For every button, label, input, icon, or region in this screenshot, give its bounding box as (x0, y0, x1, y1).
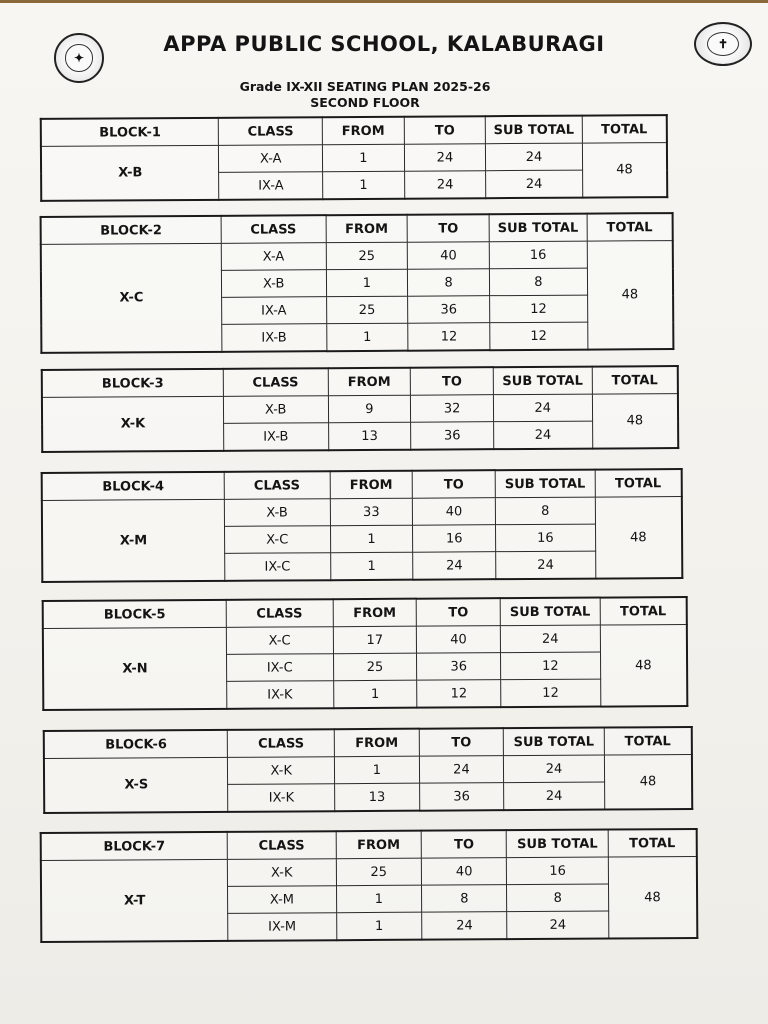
sub-total-cell: 12 (501, 679, 601, 707)
sub-total-cell: 16 (507, 857, 609, 885)
table-row (43, 625, 687, 656)
room-name: X-M (42, 499, 225, 582)
sub-total-cell: 24 (493, 394, 592, 422)
total-cell: 48 (600, 625, 687, 707)
total-cell: 48 (582, 143, 667, 198)
table-header-row (41, 213, 673, 244)
column-header-to: TO (411, 367, 494, 395)
seating-table-5 (42, 596, 689, 711)
total-cell: 48 (608, 856, 697, 938)
sub-total-cell: 24 (496, 551, 596, 579)
table-row (41, 856, 697, 887)
to-cell: 24 (404, 144, 486, 171)
sub-total-cell: 24 (486, 170, 583, 198)
class-cell: X-C (226, 627, 333, 655)
column-header-to: TO (407, 214, 489, 242)
sub-total-cell: 24 (507, 911, 609, 939)
sub-total-cell: 24 (504, 755, 605, 783)
sub-total-cell: 8 (495, 497, 595, 525)
table-row (44, 755, 692, 786)
column-header-sub-total: SUB TOTAL (485, 116, 582, 144)
room-name: X-S (44, 757, 228, 813)
plan-title: Grade IX-XII SEATING PLAN 2025-26 (239, 79, 491, 94)
total-cell: 48 (587, 241, 673, 350)
class-cell: X-K (228, 757, 335, 785)
table-row (42, 394, 678, 425)
block-label: BLOCK-5 (43, 600, 226, 629)
from-cell: 1 (333, 680, 417, 708)
floor-label: SECOND FLOOR (310, 95, 420, 110)
class-cell: X-M (228, 886, 337, 914)
paper-edge (0, 0, 768, 3)
to-cell: 16 (413, 525, 496, 553)
column-header-class: CLASS (224, 471, 330, 499)
class-cell: IX-C (224, 553, 330, 581)
sub-total-cell: 24 (494, 421, 593, 449)
room-name: X-C (41, 243, 222, 353)
to-cell: 12 (408, 323, 490, 351)
seating-table-4 (41, 468, 684, 583)
seating-table-2 (40, 212, 675, 354)
from-cell: 25 (333, 653, 417, 681)
from-cell: 17 (333, 626, 417, 654)
table-row (41, 241, 673, 272)
table-header-row (42, 469, 682, 500)
table-header-row (42, 366, 678, 397)
class-cell: X-B (221, 270, 326, 298)
column-header-to: TO (416, 598, 500, 626)
class-cell: X-K (227, 859, 336, 887)
class-cell: IX-A (219, 172, 323, 200)
block-label: BLOCK-4 (42, 472, 224, 501)
total-cell: 48 (595, 497, 682, 579)
from-cell: 25 (336, 858, 422, 886)
room-name: X-N (43, 627, 227, 710)
room-name: X-K (42, 396, 224, 452)
column-header-sub-total: SUB TOTAL (503, 728, 604, 756)
to-cell: 8 (408, 269, 490, 296)
column-header-from: FROM (328, 368, 411, 396)
column-header-sub-total: SUB TOTAL (489, 214, 587, 242)
total-cell: 48 (592, 394, 678, 449)
column-header-sub-total: SUB TOTAL (507, 830, 609, 858)
from-cell: 1 (323, 171, 405, 199)
emblem-center-icon: ✝ (707, 32, 739, 56)
table-row (42, 497, 682, 528)
sub-total-cell: 12 (490, 295, 588, 323)
class-cell: X-C (224, 526, 330, 554)
total-cell: 48 (604, 755, 692, 810)
table-row (41, 143, 667, 174)
table-header-row (41, 829, 697, 861)
block-label: BLOCK-3 (42, 369, 223, 398)
sub-total-cell: 24 (486, 143, 583, 171)
block-label: BLOCK-2 (41, 216, 221, 245)
to-cell: 36 (419, 783, 504, 811)
from-cell: 1 (336, 912, 422, 940)
from-cell: 1 (326, 323, 408, 351)
seating-table-6 (43, 726, 694, 814)
column-header-total: TOTAL (604, 727, 692, 755)
column-header-to: TO (412, 470, 495, 498)
column-header-total: TOTAL (595, 469, 682, 497)
column-header-sub-total: SUB TOTAL (493, 367, 592, 395)
table-header-row (41, 115, 667, 146)
column-header-class: CLASS (226, 599, 333, 627)
class-cell: IX-M (228, 913, 337, 941)
sub-total-cell: 16 (489, 241, 587, 269)
column-header-from: FROM (322, 117, 404, 145)
sub-total-cell: 12 (500, 652, 600, 680)
from-cell: 9 (328, 395, 411, 423)
to-cell: 12 (417, 680, 501, 708)
class-cell: IX-K (226, 681, 333, 709)
from-cell: 25 (326, 296, 408, 323)
to-cell: 36 (408, 296, 490, 323)
to-cell: 40 (417, 626, 501, 654)
sub-total-cell: 8 (489, 268, 587, 296)
class-cell: IX-C (226, 654, 333, 682)
column-header-total: TOTAL (587, 213, 673, 241)
to-cell: 40 (413, 498, 496, 526)
to-cell: 36 (417, 653, 501, 681)
column-header-total: TOTAL (608, 829, 697, 857)
seal-center-icon: ✦ (65, 44, 93, 72)
to-cell: 24 (419, 756, 504, 784)
table-header-row (44, 727, 692, 758)
from-cell: 1 (336, 885, 422, 913)
school-name: APPA PUBLIC SCHOOL, KALABURAGI (163, 32, 605, 56)
to-cell: 40 (421, 858, 507, 886)
to-cell: 40 (408, 242, 490, 269)
to-cell: 24 (413, 552, 496, 580)
column-header-class: CLASS (228, 729, 335, 757)
column-header-to: TO (421, 830, 507, 858)
column-header-class: CLASS (227, 831, 336, 859)
column-header-from: FROM (334, 729, 419, 757)
column-header-from: FROM (330, 471, 413, 499)
sub-total-cell: 24 (504, 782, 605, 810)
room-name: X-B (41, 145, 219, 201)
class-cell: X-B (223, 396, 328, 424)
column-header-to: TO (404, 116, 486, 144)
block-label: BLOCK-6 (44, 730, 228, 759)
to-cell: 24 (422, 912, 508, 940)
to-cell: 36 (411, 422, 494, 450)
column-header-class: CLASS (219, 117, 323, 145)
column-header-sub-total: SUB TOTAL (495, 470, 595, 498)
seating-table-1 (40, 114, 669, 202)
class-cell: X-B (224, 499, 330, 527)
class-cell: IX-B (222, 324, 327, 352)
table-header-row (43, 597, 687, 628)
to-cell: 24 (404, 171, 486, 199)
from-cell: 1 (330, 552, 413, 580)
to-cell: 8 (422, 885, 508, 913)
block-label: BLOCK-7 (41, 832, 228, 861)
to-cell: 32 (411, 395, 494, 423)
class-cell: IX-K (228, 784, 335, 812)
from-cell: 1 (334, 756, 419, 784)
room-name: X-T (41, 859, 228, 942)
column-header-to: TO (419, 728, 504, 756)
class-cell: IX-B (223, 423, 328, 451)
class-cell: X-A (219, 145, 323, 173)
sub-total-cell: 12 (490, 322, 588, 350)
column-header-sub-total: SUB TOTAL (500, 598, 600, 626)
from-cell: 1 (330, 525, 413, 553)
column-header-from: FROM (333, 599, 417, 627)
from-cell: 25 (326, 242, 408, 269)
from-cell: 1 (322, 144, 404, 171)
sub-total-cell: 8 (507, 884, 609, 912)
sub-total-cell: 16 (495, 524, 595, 552)
from-cell: 13 (335, 783, 420, 811)
column-header-class: CLASS (223, 368, 328, 396)
column-header-from: FROM (326, 215, 408, 243)
from-cell: 1 (326, 269, 408, 296)
from-cell: 13 (328, 422, 411, 450)
column-header-total: TOTAL (582, 115, 667, 143)
column-header-total: TOTAL (592, 366, 678, 394)
seating-table-7 (40, 828, 699, 943)
from-cell: 33 (330, 498, 413, 526)
sub-total-cell: 24 (500, 625, 600, 653)
seating-table-3 (41, 365, 680, 453)
column-header-total: TOTAL (600, 597, 687, 625)
class-cell: X-A (221, 243, 326, 271)
block-label: BLOCK-1 (41, 118, 219, 147)
column-header-from: FROM (336, 831, 422, 859)
column-header-class: CLASS (221, 215, 326, 243)
class-cell: IX-A (221, 297, 326, 325)
